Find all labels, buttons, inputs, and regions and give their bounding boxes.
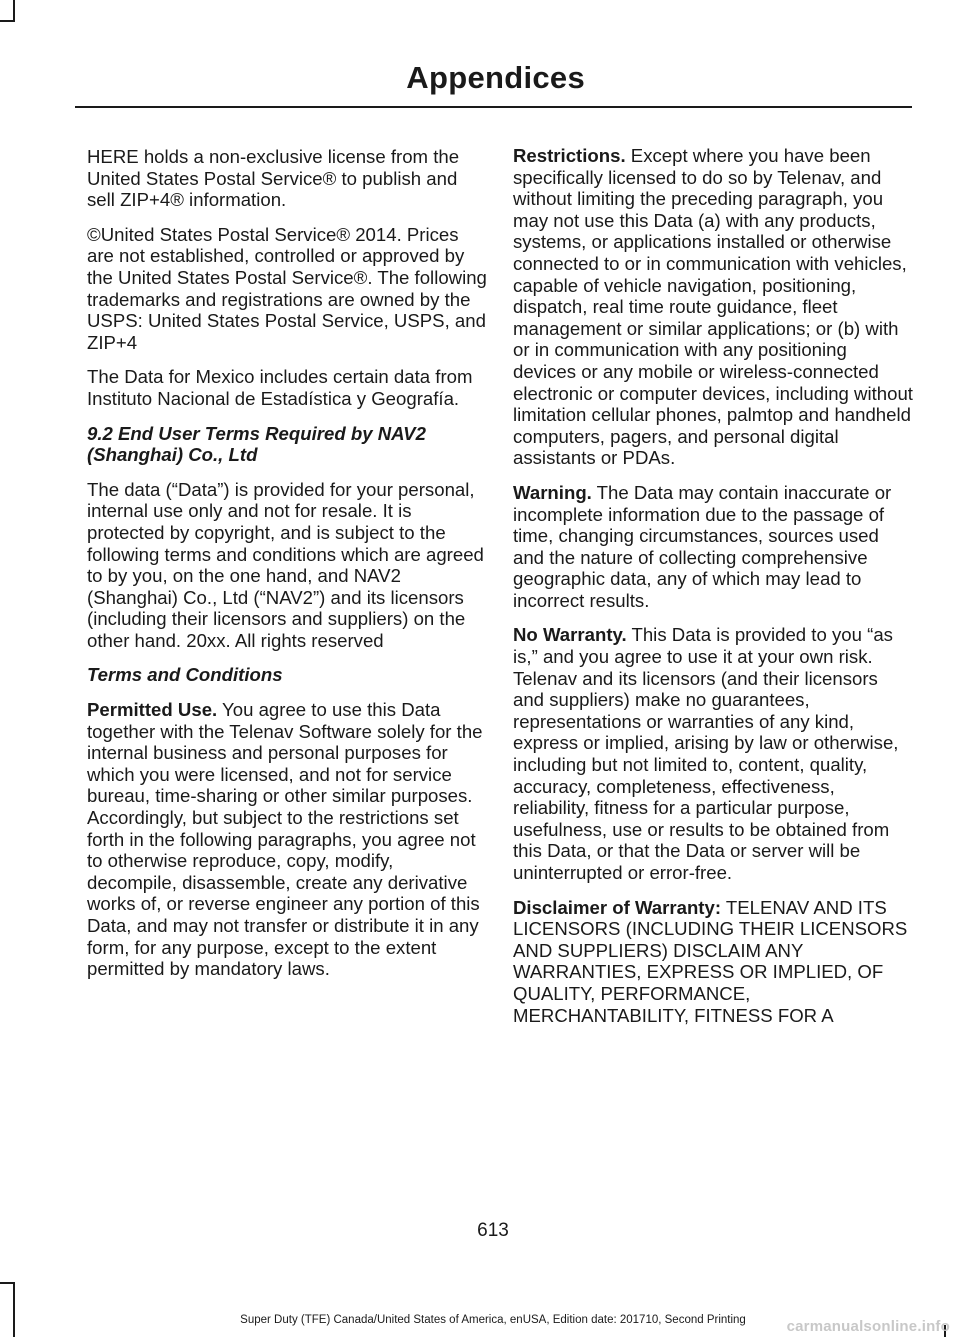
paragraph-no-warranty (513, 624, 913, 883)
warning-label: Warning. (513, 481, 592, 503)
crop-mark-top-left-horizontal (0, 20, 14, 22)
paragraph-permitted-use (87, 699, 487, 980)
restrictions-text: Except where you have been specifically licensed to do so by Telenav, and without limiting the preceding paragraph, you may not use this Data (a) with any products, systems, or applications installed or otherwise connected to or in communication with vehicles, capable of vehicle navigation, positioning, dispatch, real time route guidance, fleet management or similar applications; or (b) with or in communication with any positioning devices or any mobile or wireless-connected electronic or computer devices, including without limitation cellular phones, palmtop and handheld computers, pagers, and personal digital assistants or PDAs. (513, 145, 913, 469)
warning-text: The Data may contain inaccurate or incomplete information due to the passage of time, changing circumstances, sources used and the nature of collecting comprehensive geographic data, any of which may lead to incorrect results. (513, 481, 892, 611)
left-column (87, 146, 487, 993)
crop-mark-bottom-left-vertical (13, 1282, 15, 1337)
no-warranty-label: No Warranty. (513, 624, 627, 646)
disclaimer-label: Disclaimer of Warranty: (513, 896, 722, 918)
page-number: 613 (477, 1220, 509, 1241)
right-column (513, 145, 913, 1039)
watermark: carmanualsonline.info (786, 1318, 950, 1335)
paragraph-warning (513, 482, 913, 612)
restrictions-label: Restrictions. (513, 145, 626, 166)
paragraph-data-personal-use: The data (“Data”) is provided for your personal, internal use only and not for resale. It is protected by copyright, and is subject to the following terms and conditions which are agreed to by you, on the one hand, and NAV2 (Shanghai) Co., Ltd (“NAV2”) and its licensors (including their licensors and suppliers) on the other hand. 20xx. All rights reserved (87, 478, 484, 651)
paragraph-restrictions (513, 145, 913, 469)
heading-terms-and-conditions: Terms and Conditions (87, 664, 283, 686)
permitted-use-text: You agree to use this Data together with the Telenav Software solely for the internal business and personal purposes for which you were licensed, and not for service bureau, time-sharing or other similar purposes. Accordingly, but subject to the restrictions set forth in the following paragraphs, you agree not to otherwise reproduce, copy, modify, decompile, disassemble, create any derivative works of, or reverse engineer any portion of this Data, and may not transfer or distribute it in any form, for any purpose, except to the extent permitted by mandatory laws. (87, 699, 483, 980)
heading-nav2-terms: 9.2 End User Terms Required by NAV2 (Shanghai) Co., Ltd (87, 422, 426, 466)
crop-mark-bottom-left-horizontal (0, 1282, 14, 1284)
section-title: Appendices (406, 60, 585, 95)
header-rule (75, 106, 912, 108)
disclaimer-text: TELENAV AND ITS LICENSORS (INCLUDING THEIR LICENSORS AND SUPPLIERS) DISCLAIM ANY WARRANTIES, EXPRESS OR IMPLIED, OF QUALITY, PERFORMANCE, MERCHANTABILITY, FITNESS FOR A (513, 896, 908, 1026)
permitted-use-label: Permitted Use. (87, 699, 218, 721)
crop-mark-top-left-vertical (13, 0, 15, 22)
no-warranty-text: This Data is provided to you “as is,” and you agree to use it at your own risk. Telenav and its licensors (and their licensors and suppliers) make no guarantees, representations or warranties of any kind, express or implied, arising by law or otherwise, including but not limited to, content, quality, accuracy, completeness, effectiveness, reliability, fitness for a particular purpose, usefulness, use or results to be obtained from this Data, or that the Data or server will be uninterrupted or error-free. (513, 624, 899, 883)
paragraph-here-license: HERE holds a non-exclusive license from the United States Postal Service® to publish and sell ZIP+4® information. (87, 146, 460, 211)
footer-edition: Super Duty (TFE) Canada/United States of America, enUSA, Edition date: 201710, Second Printing (240, 1314, 746, 1326)
paragraph-mexico-data: The Data for Mexico includes certain data from Instituto Nacional de Estadística y Geografía. (87, 366, 473, 409)
paragraph-usps-copyright: ©United States Postal Service® 2014. Prices are not established, controlled or approved by the United States Postal Service®. The following trademarks and registrations are owned by the USPS: United States Postal Service, USPS, and ZIP+4 (87, 223, 487, 353)
paragraph-disclaimer (513, 897, 913, 1027)
